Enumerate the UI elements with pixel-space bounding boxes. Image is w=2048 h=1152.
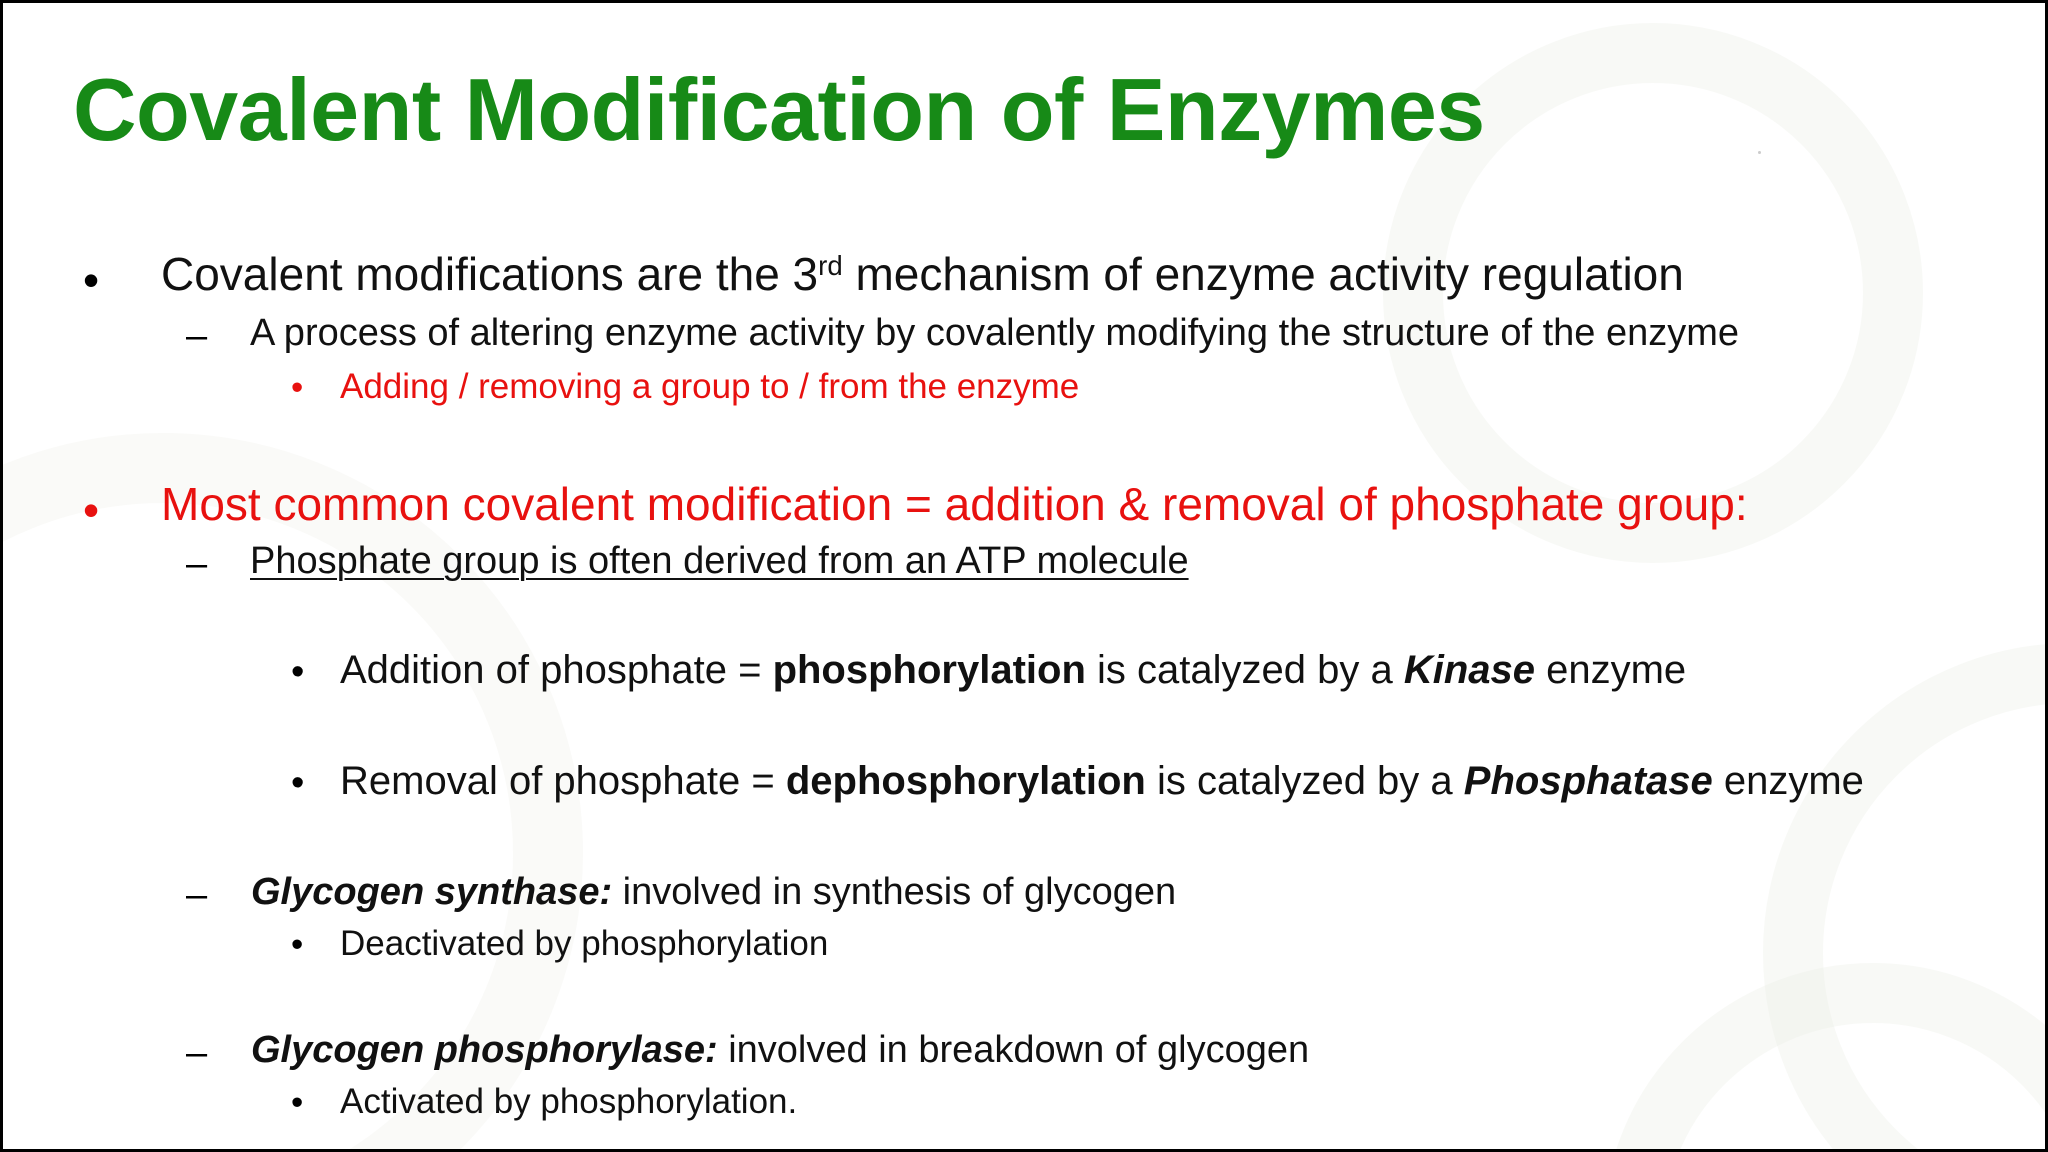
glycogen-synthase-note: Deactivated by phosphorylation	[340, 924, 829, 963]
sub-sub-bullet-adding: Adding / removing a group to / from the enzyme	[340, 367, 1080, 406]
glycogen-phosphorylase-note: Activated by phosphorylation.	[340, 1082, 798, 1121]
dash-marker: –	[186, 874, 208, 916]
removal-text-mid: is catalyzed by a	[1145, 759, 1464, 803]
dash-marker: –	[186, 1032, 208, 1074]
removal-text: Removal of phosphate =	[340, 759, 786, 803]
sub-bullet-removal	[340, 759, 1864, 804]
bullet-mechanism-text: Covalent modifications are the 3	[161, 248, 819, 300]
dash-marker: –	[186, 543, 208, 585]
term-kinase: Kinase	[1403, 648, 1535, 692]
speck	[1758, 151, 1761, 154]
bullet-marker: •	[291, 1083, 304, 1122]
bullet-marker: •	[291, 762, 305, 804]
glycogen-synthase-desc: involved in synthesis of glycogen	[612, 871, 1177, 913]
glycogen-phosphorylase-desc: involved in breakdown of glycogen	[717, 1029, 1310, 1071]
term-glycogen-phosphorylase: Glycogen phosphorylase:	[251, 1029, 718, 1071]
ordinal-suffix: rd	[818, 249, 843, 281]
bullet-marker: •	[291, 368, 304, 407]
glycogen-phosphorylase-item	[251, 1029, 1309, 1072]
addition-text-mid: is catalyzed by a	[1085, 648, 1404, 692]
bullet-marker: •	[83, 254, 100, 306]
background-ring	[1763, 643, 2048, 1152]
term-dephosphorylation: dephosphorylation	[785, 759, 1146, 803]
glycogen-synthase-item	[251, 871, 1176, 914]
term-phosphatase: Phosphatase	[1463, 759, 1713, 803]
sub-bullet-process: A process of altering enzyme activity by covalently modifying the structure of the enzyme	[250, 312, 1740, 354]
removal-text-end: enzyme	[1712, 759, 1864, 803]
term-glycogen-synthase: Glycogen synthase:	[251, 871, 613, 913]
slide-title: Covalent Modification of Enzymes	[73, 60, 1485, 159]
bullet-marker: •	[291, 925, 304, 964]
dash-marker: –	[186, 315, 208, 357]
addition-text: Addition of phosphate =	[340, 648, 773, 692]
bullet-common-modification: Most common covalent modification = addition & removal of phosphate group:	[161, 478, 1748, 530]
bullet-marker: •	[83, 484, 100, 536]
term-phosphorylation: phosphorylation	[772, 648, 1086, 692]
sub-bullet-addition	[340, 648, 1686, 693]
addition-text-end: enzyme	[1535, 648, 1687, 692]
background-ring	[1603, 963, 2048, 1152]
bullet-mechanism	[161, 247, 1761, 301]
bullet-marker: •	[291, 651, 305, 693]
bullet-mechanism-text-end: mechanism of enzyme activity regulation	[842, 248, 1684, 300]
sub-bullet-atp: Phosphate group is often derived from an ATP molecule	[250, 540, 1189, 582]
